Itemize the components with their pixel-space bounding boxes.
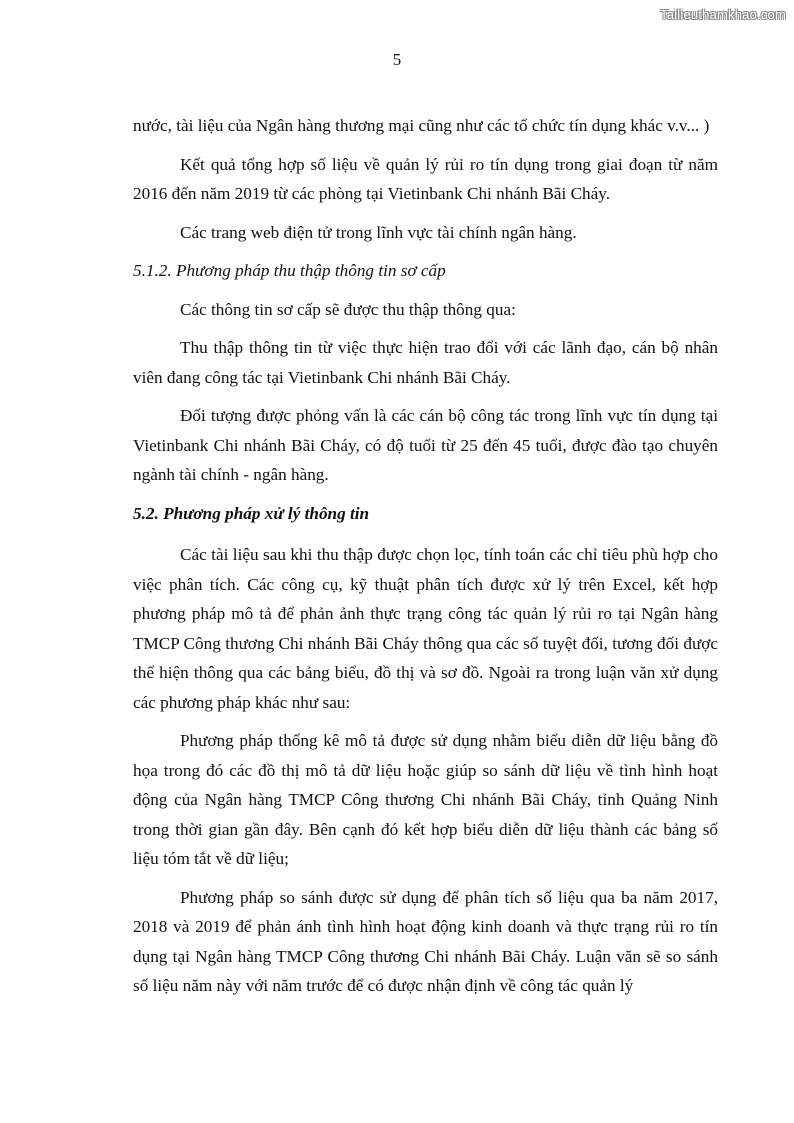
section-heading-5-2: 5.2. Phương pháp xử lý thông tin	[133, 503, 370, 523]
paragraph: Các thông tin sơ cấp sẽ được thu thập thông qua:	[180, 299, 516, 319]
page-number: 5	[392, 50, 402, 69]
paragraph: Các trang web điện tử trong lĩnh vực tài chính ngân hàng.	[180, 222, 577, 242]
watermark: Tailieuthamkhao.com	[660, 7, 786, 22]
section-heading-5-1-2: 5.1.2. Phương pháp thu thập thông tin sơ cấp	[133, 261, 446, 280]
paragraph: Kết quả tổng hợp số liệu về quản lý rủi ro tín dụng trong giai đoạn từ năm 2016 đến năm 2019 từ các phòng tại Vietinbank Chi nhánh Bãi Cháy.	[133, 154, 718, 203]
paragraph: Đối tượng được phỏng vấn là các cán bộ công tác trong lĩnh vực tín dụng tại Vietinbank Chi nhánh Bãi Cháy, có độ tuổi từ 25 đến 45 tuổi, được đào tạo chuyên ngành tài chính - ngân hàng.	[133, 406, 718, 484]
document-body	[133, 111, 718, 1010]
paragraph-continuation: nước, tài liệu của Ngân hàng thương mại cũng như các tổ chức tín dụng khác v.v... )	[133, 116, 710, 135]
paragraph: Thu thập thông tin từ việc thực hiện trao đổi với các lãnh đạo, cán bộ nhân viên đang công tác tại Vietinbank Chi nhánh Bãi Cháy.	[133, 338, 718, 387]
paragraph: Các tài liệu sau khi thu thập được chọn lọc, tính toán các chỉ tiêu phù hợp cho việc phân tích. Các công cụ, kỹ thuật phân tích được xử lý trên Excel, kết hợp phương pháp mô tả để phản ảnh thực trạng công tác quản lý rủi ro tại Ngân hàng TMCP Công thương Chi nhánh Bãi Cháy thông qua các số tuyệt đối, tương đối được thể hiện thông qua các bảng biểu, đồ thị và sơ đồ. Ngoài ra trong luận văn xử dụng các phương pháp khác như sau:	[133, 545, 718, 712]
paragraph: Phương pháp thống kê mô tả được sử dụng nhằm biểu diễn dữ liệu bằng đồ họa trong đó các đồ thị mô tả dữ liệu hoặc giúp so sánh dữ liệu về tình hình hoạt động của Ngân hàng TMCP Công thương Chi nhánh Bãi Cháy, tỉnh Quảng Ninh trong thời gian gần đây. Bên cạnh đó kết hợp biểu diễn dữ liệu thành các bảng số liệu tóm tắt về dữ liệu;	[133, 731, 718, 868]
paragraph: Phương pháp so sánh được sử dụng để phân tích số liệu qua ba năm 2017, 2018 và 2019 để phản ánh tình hình hoạt động kinh doanh và thực trạng rủi ro tín dụng tại Ngân hàng TMCP Công thương Chi nhánh Bãi Cháy. Luận văn sẽ so sánh số liệu năm này với năm trước để có được nhận định về công tác quản lý	[133, 887, 718, 995]
